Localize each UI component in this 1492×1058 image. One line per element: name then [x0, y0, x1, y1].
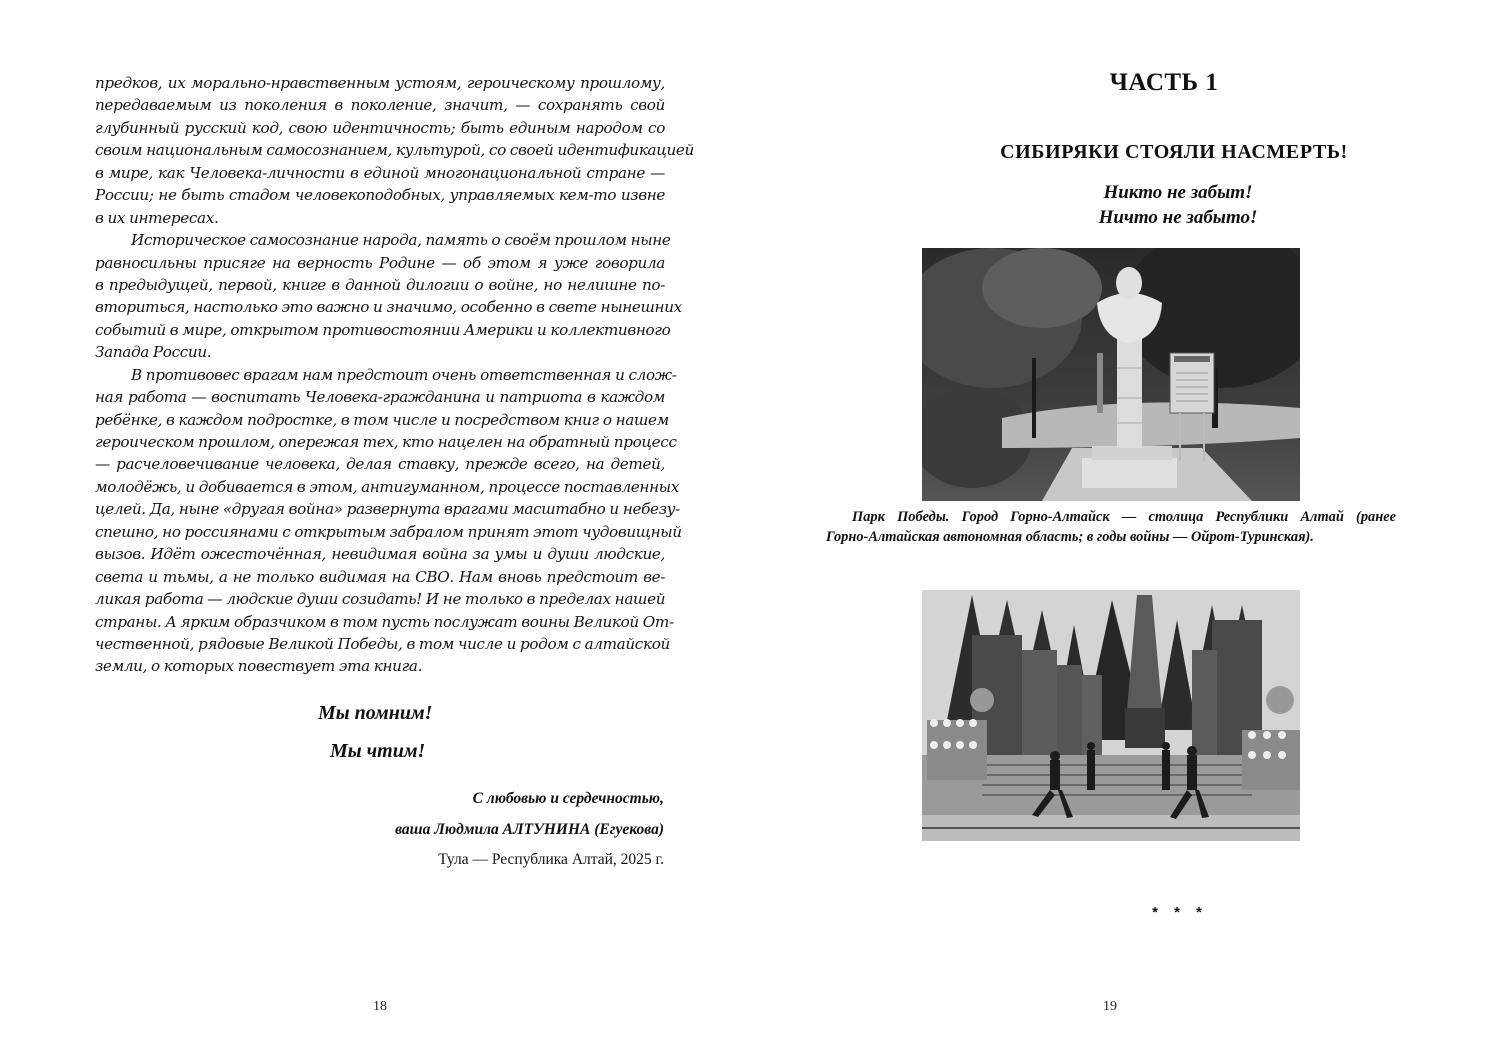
text-line: ребёнке, в каждом подростке, в том числе и посредством книг о нашем — [95, 410, 669, 429]
epigraph-line: Ничто не забыто! — [1098, 207, 1258, 228]
caption-line: Парк Победы. Город Горно-Алтайск — столица Республики Алтай (ранее — [852, 509, 1396, 525]
part-title: ЧАСТЬ 1 — [1109, 69, 1219, 96]
text-line: равносильны присяге на верность Родине — об этом я уже говорила — [95, 253, 665, 272]
text-line: земли, о которых повествует эта книга. — [95, 657, 423, 676]
text-line: ная работа — воспитать Человека-гражданина и патриота в каждом — [95, 388, 665, 407]
text-line: страны. А ярким образчиком в том пусть послужат воины Великой От- — [95, 612, 674, 631]
text-line: В противовес врагам нам предстоит очень ответственная и слож- — [131, 365, 677, 384]
text-line: глубинный русский код, свою идентичность; быть единым народом со — [95, 118, 665, 137]
text-line: Запада России. — [95, 343, 212, 362]
text-line: света и тьмы, а не только видимая на СВО. Нам вновь предстоит ве- — [95, 567, 665, 586]
signature-author: ваша Людмила АЛТУНИНА (Егуекова) — [395, 821, 664, 838]
chapter-title: СИБИРЯКИ СТОЯЛИ НАСМЕРТЬ! — [1000, 141, 1348, 163]
text-line: России; не быть стадом человекоподобных, управляемых кем-то извне — [95, 186, 665, 205]
text-line: своим национальным самосознанием, культурой, со своей идентификацией — [95, 141, 694, 160]
memorial-ceremony-photo — [922, 590, 1300, 841]
memorial-ceremony-photo-icon — [922, 590, 1300, 841]
page-number: 18 — [373, 999, 387, 1014]
section-break-asterism: * * * — [1152, 904, 1208, 921]
text-line: вызов. Идёт ожесточённая, невидимая война за умы и души людские, — [95, 545, 665, 564]
epigraph-line: Никто не забыт! — [1103, 182, 1253, 203]
text-line: — расчеловечивание человека, делая ставку, прежде всего, на детей, — [95, 455, 665, 474]
monument-bust-photo — [922, 248, 1300, 501]
motto-we-remember: Мы помним! — [318, 702, 433, 724]
caption-line: Горно-Алтайская автономная область; в годы войны — Ойрот-Туринская). — [826, 529, 1314, 545]
text-line: Историческое самосознание народа, память о своём прошлом ныне — [131, 231, 671, 250]
text-line: событий в мире, открытом противостоянии Америки и коллективного — [95, 320, 671, 339]
text-line: спешно, но россиянами с открытым забралом принят этот чудовищный — [95, 522, 682, 541]
text-line: молодёжь, и добивается в этом, антигуманном, процессе поставленных — [95, 477, 679, 496]
signature-place-date: Тула — Республика Алтай, 2025 г. — [438, 851, 664, 868]
photo-caption — [826, 507, 1396, 547]
text-line: в мире, как Человека-личности в единой многонациональной стране — — [95, 163, 665, 182]
body-text — [95, 72, 694, 678]
paragraph — [95, 229, 682, 364]
text-line: чественной, рядовые Великой Победы, в том числе и родом с алтайской — [95, 634, 670, 653]
text-line: вториться, настолько это важно и значимо, особенно в свете нынешних — [95, 298, 682, 317]
signature-greeting: С любовью и сердечностью, — [472, 790, 664, 807]
paragraph — [95, 364, 682, 678]
motto-we-honor: Мы чтим! — [330, 740, 426, 762]
paragraph — [95, 72, 694, 229]
text-line: целей. Да, ныне «другая война» развернута врагами масштабно и небезу- — [95, 500, 680, 519]
monument-bust-photo-icon — [922, 248, 1300, 501]
text-line: предков, их морально-нравственным устоям, героическому прошлому, — [95, 74, 665, 92]
right-page — [746, 0, 1492, 1058]
text-line: ликая работа — людские души созидать! И не только в пределах нашей — [95, 590, 666, 609]
text-line: в их интересах. — [95, 208, 219, 227]
text-line: передаваемым из поколения в поколение, значит, — сохранять свой — [95, 96, 665, 115]
text-line: героическом прошлом, опережая тех, кто нацелен на обратный процесс — [95, 433, 677, 451]
page-number: 19 — [1103, 999, 1117, 1014]
text-line: в предыдущей, первой, книге в данной дилогии о войне, но нелишне по- — [95, 275, 665, 294]
